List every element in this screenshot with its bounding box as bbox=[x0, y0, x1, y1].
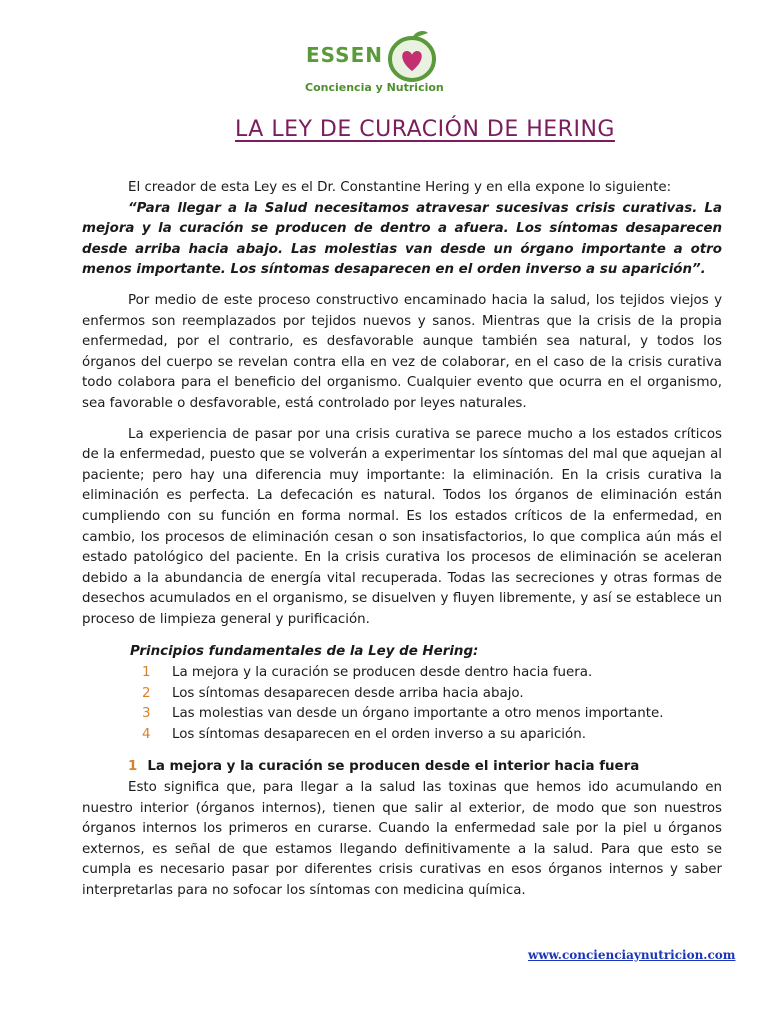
paragraph-experience: La experiencia de pasar por una crisis curativa se parece mucho a los estados críticos de la enfermedad, puesto que se volverán a experimentar los síntomas del mal que aquejan al paciente; pero hay una diferencia muy importante: la eliminación. En la crisis curativa la eliminación es perfecta. La defecación es natural. Todos los órganos de eliminación están cumpliendo con su función en forma normal. Es los estados críticos de la enfermedad, en cambio, los procesos de eliminación cesan o son insatisfactorios, lo que complica aún más el estado patológico del paciente. En la crisis curativa los procesos de eliminación se aceleran debido a la abundancia de energía vital recuperada. Todas las secreciones y otras formas de desechos acumulados en el organismo, se disuelven y fluyen libremente, y así se establece un proceso de limpieza general y purificación. bbox=[82, 426, 722, 627]
apple-heart-icon bbox=[384, 27, 444, 85]
list-text: Las molestias van desde un órgano importante a otro menos importante. bbox=[172, 706, 664, 722]
footer-website-link[interactable]: www.concienciaynutricion.com bbox=[528, 948, 736, 962]
logo-tagline: Conciencia y Nutricion bbox=[305, 81, 444, 94]
page-title: LA LEY DE CURACIÓN DE HERING bbox=[235, 117, 615, 142]
list-number: 1 bbox=[142, 665, 151, 681]
paragraph-process: Por medio de este proceso constructivo encaminado hacia la salud, los tejidos viejos y enfermos son reemplazados por tejidos nuevos y sanos. Mientras que la crisis de la propia enfermedad, por el contrario, es desfavorable aunque también sea natural, y todos los órganos del cuerpo se revelan contra ella en vez de colaborar, en el caso de la crisis curativa todo colabora para el beneficio del organismo. Cualquier evento que ocurra en el organismo, sea favorable o desfavorable, está controlado por leyes naturales. bbox=[82, 292, 722, 411]
list-item bbox=[82, 704, 722, 725]
principles-list bbox=[82, 663, 722, 745]
logo bbox=[300, 25, 470, 105]
section-paragraph: Esto significa que, para llegar a la salud las toxinas que hemos ido acumulando en nuestro interior (órganos internos), tienen que salir al exterior, de modo que son nuestros órganos internos los primeros en curarse. Cuando la enfermedad sale por la piel u órganos externos, es señal de que estamos llegando definitivamente a la salud. Para que esto se cumpla es necesario pasar por diferentes crisis curativas en esos órganos internos y saber interpretarlas para no sofocar los síntomas con medicina química. bbox=[82, 780, 722, 898]
list-item bbox=[82, 663, 722, 684]
section-heading-text: La mejora y la curación se producen desde el interior hacia fuera bbox=[147, 759, 640, 775]
section-number: 1 bbox=[128, 759, 138, 775]
list-item bbox=[82, 725, 722, 746]
list-number: 4 bbox=[142, 726, 151, 742]
document-body bbox=[82, 178, 722, 902]
principles-heading: Principios fundamentales de la Ley de Hering: bbox=[130, 644, 479, 660]
list-text: La mejora y la curación se producen desde dentro hacia fuera. bbox=[172, 665, 593, 681]
intro-paragraph: El creador de esta Ley es el Dr. Constantine Hering y en ella expone lo siguiente: bbox=[128, 180, 672, 195]
section-heading bbox=[128, 757, 722, 778]
list-number: 2 bbox=[142, 685, 151, 701]
hering-quote: “Para llegar a la Salud necesitamos atravesar sucesivas crisis curativas. La mejora y la curación se producen de dentro a afuera. Los síntomas desaparecen desde arriba hacia abajo. Las molestias van desde un órgano importante a otro menos importante. Los síntomas desaparecen en el orden inverso a su aparición”. bbox=[82, 200, 722, 278]
list-text: Los síntomas desaparecen en el orden inverso a su aparición. bbox=[172, 726, 586, 742]
list-text: Los síntomas desaparecen desde arriba hacia abajo. bbox=[172, 685, 524, 701]
logo-brand: ESSEN bbox=[306, 43, 383, 67]
list-item bbox=[82, 684, 722, 705]
list-number: 3 bbox=[142, 706, 151, 722]
